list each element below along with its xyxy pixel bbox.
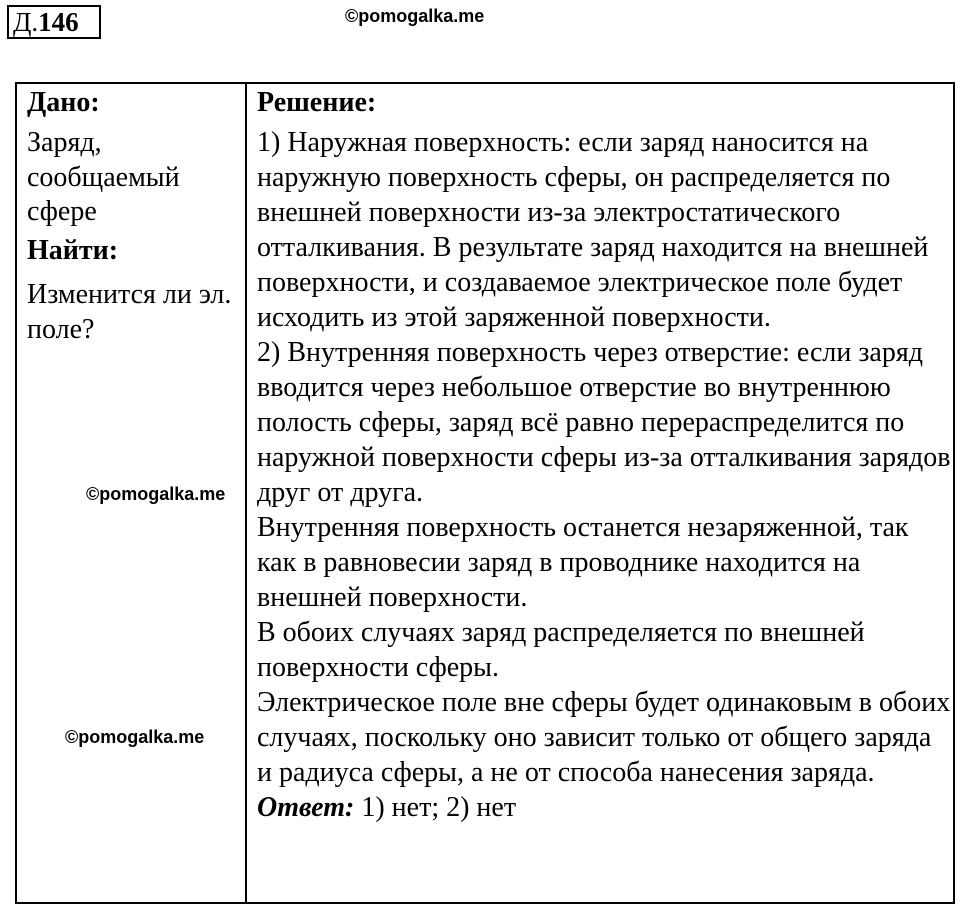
find-text: Изменится ли эл. поле?: [27, 278, 232, 345]
solution-paragraph: 1) Наружная поверхность: если заряд наносится на наружную поверхность сферы, он распределяется по внешней поверхности из-за электростатического отталкивания. В результате заряд находится на внешней поверхности, и создаваемое электрическое поле будет исходить из этой заряженной поверхности.: [257, 127, 929, 333]
given-column: [27, 86, 239, 347]
watermark-top: ©pomogalka.me: [345, 6, 485, 26]
task-prefix: Д.: [13, 7, 39, 37]
answer-line: [257, 790, 953, 825]
solution-paragraph: Электрическое поле вне сферы будет одинаковым в обоих случаях, поскольку оно зависит только от общего заряда и радиуса сферы, а не от способа нанесения заряда.: [257, 687, 951, 788]
watermark-middle: ©pomogalka.me: [86, 484, 226, 504]
solution-label: Решение:: [257, 87, 377, 118]
solution-paragraph: 2) Внутренняя поверхность через отверстие: если заряд вводится через небольшое отверстие во внутреннюю полость сферы, заряд всё равно перераспределится по наружной поверхности сферы из-за отталкивания зарядов друг от друга.: [257, 337, 951, 508]
solution-paragraph: Внутренняя поверхность останется незаряженной, так как в равновесии заряд в проводнике находится на внешней поверхности.: [257, 512, 909, 613]
answer-label: Ответ:: [257, 792, 355, 823]
solution-paragraph: В обоих случаях заряд распределяется по внешней поверхности сферы.: [257, 617, 865, 683]
given-label: Дано:: [27, 87, 100, 118]
task-number-label: [7, 5, 101, 39]
task-number: 146: [38, 7, 79, 37]
solution-column: [257, 86, 953, 825]
column-divider: [245, 82, 247, 904]
solution-body: [257, 125, 953, 825]
answer-text: 1) нет; 2) нет: [361, 792, 517, 823]
given-text: Заряд, сообщаемый сфере: [27, 127, 180, 227]
watermark-bottom: ©pomogalka.me: [65, 727, 205, 747]
find-label: Найти:: [27, 234, 119, 266]
